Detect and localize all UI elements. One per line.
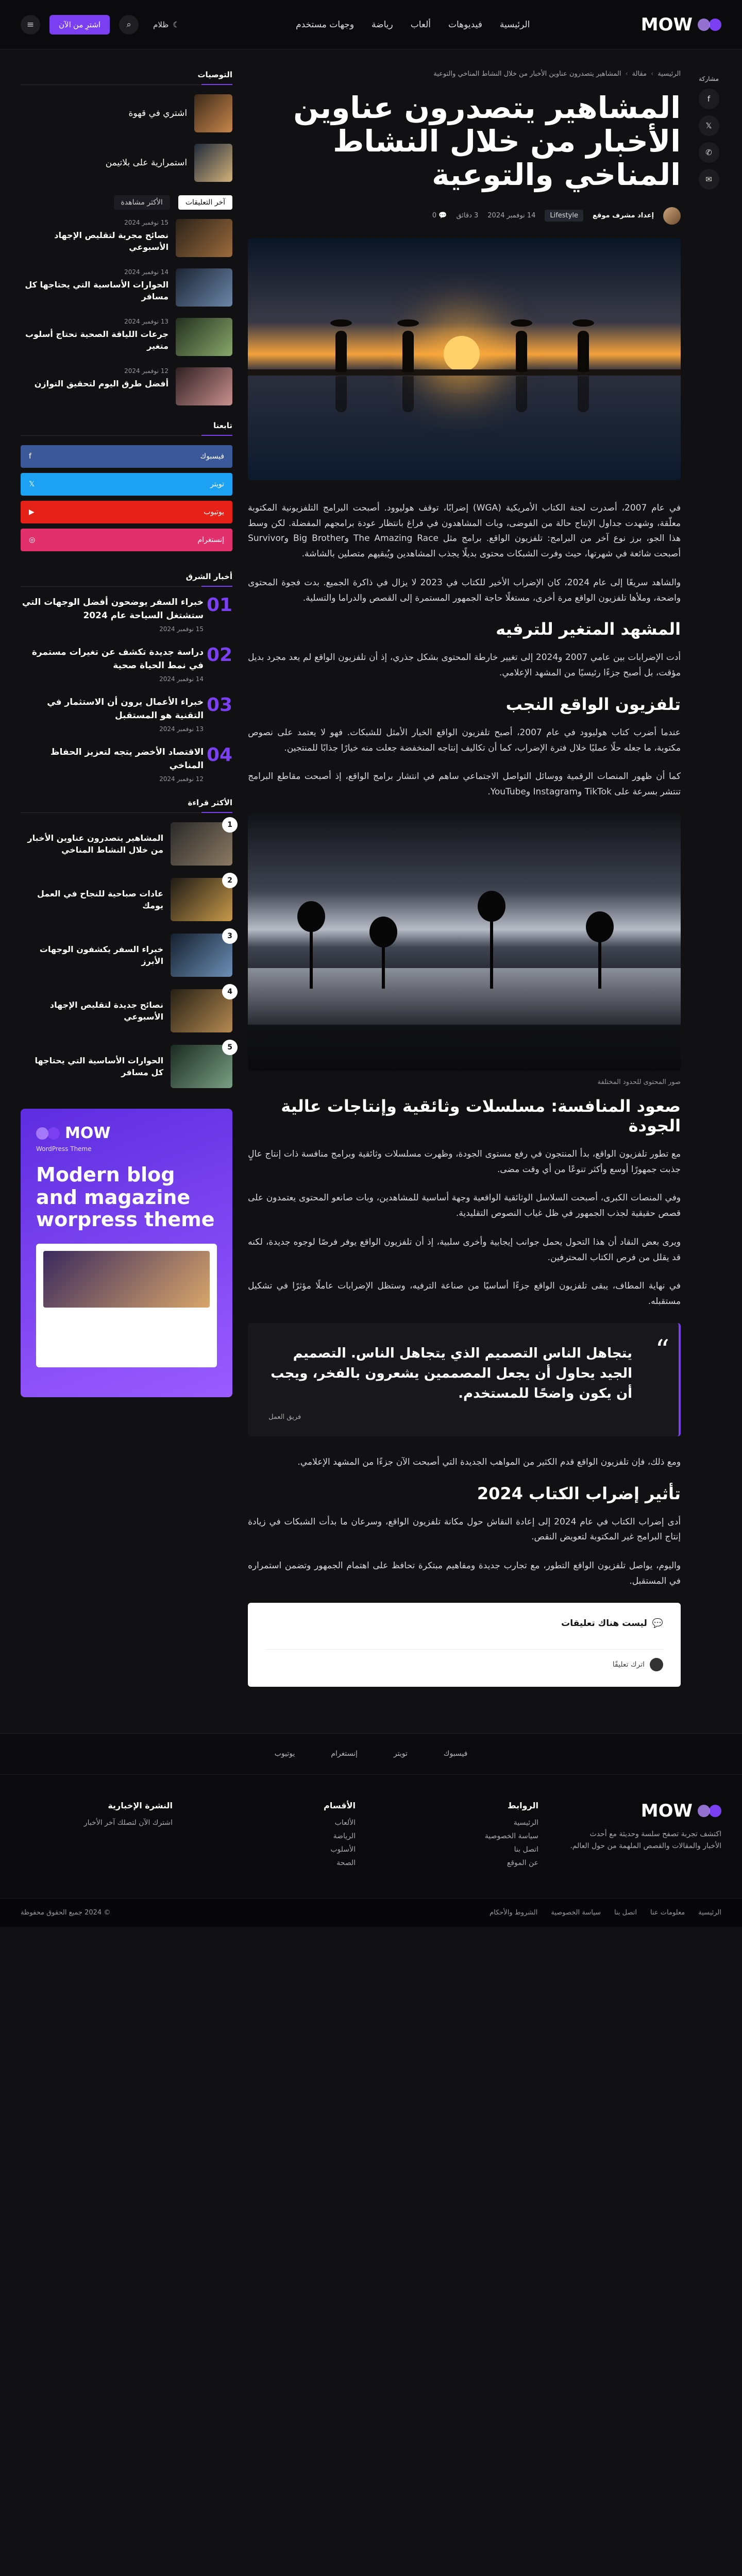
blockquote bbox=[248, 1323, 681, 1436]
bottom-link[interactable]: الرئيسية bbox=[698, 1908, 721, 1917]
buy-now-button[interactable]: اشترِ من الآن bbox=[49, 15, 110, 35]
article-paragraph: أدت الإضرابات بين عامي 2007 و2024 إلى تغيير خارطة المحتوى بشكل جذري، إذ أن تلفزيون الواقع لم يعد مجرد بديل مؤقت، بل أصبح جزءًا رئيسيًا من المشهد الإعلامي. bbox=[248, 652, 681, 679]
image-caption: صور المحتوى للحدود المختلفة bbox=[597, 1078, 681, 1086]
post-title: أفضل طرق اليوم لتحقيق التوازن bbox=[34, 379, 169, 388]
share-twitter-button[interactable] bbox=[699, 115, 719, 136]
featured-item[interactable] bbox=[21, 94, 232, 132]
twitter-icon: 𝕏 bbox=[29, 480, 35, 488]
tree-silhouette bbox=[310, 927, 313, 989]
social-label: يوتيوب bbox=[204, 508, 225, 516]
twitter-icon: 𝕏 bbox=[705, 121, 712, 130]
article-main bbox=[248, 70, 681, 1723]
list-item[interactable] bbox=[21, 878, 232, 921]
article-paragraph: عندما أضرب كتاب هوليوود في عام 2007، أصبح تلفزيون الواقع الخيار الأمثل للشبكات. فهو لا يعتمد على نصوص مكتوبة، ما جعله حلًا عمليًا خلال فترة الإضراب، كما أن تكاليف إنتاجه المنخفضة جعلت منه خيارًا جذابًا للمنتجين. bbox=[248, 727, 681, 753]
sidebar bbox=[21, 70, 232, 1723]
footer-link[interactable]: الألعاب bbox=[334, 1818, 356, 1827]
article-paragraph: واليوم، يواصل تلفزيون الواقع التطور، مع تجارب جديدة ومفاهيم مبتكرة تحافظ على اهتمام الجمهور وتضمن استمراره في المستقبل. bbox=[248, 1561, 681, 1586]
featured-title: استمرارية على بلاتيمن bbox=[105, 157, 188, 168]
breadcrumb-current: المشاهير يتصدرون عناوين الأخبار من خلال النشاط المناخي والتوعية bbox=[433, 70, 621, 78]
logo-text: MOW bbox=[640, 14, 693, 35]
bottom-link[interactable]: الشروط والأحكام bbox=[490, 1908, 538, 1917]
list-item[interactable] bbox=[21, 989, 232, 1032]
article-paragraph: كما أن ظهور المنصات الرقمية ووسائل التواصل الاجتماعي ساهم في انتشار برامج الواقع، إذ أصبحت مقاطع البرامج تنتشر بسرعة على TikTok وInstagram وYouTube. bbox=[248, 771, 681, 798]
footer-logo[interactable] bbox=[569, 1801, 721, 1821]
promo-headline: Modern blog and magazine worpress theme bbox=[36, 1163, 215, 1231]
list-item[interactable] bbox=[21, 219, 232, 257]
publish-date: 14 نوفمبر 2024 bbox=[487, 212, 536, 220]
figure-reflection bbox=[402, 376, 414, 412]
item-title: المشاهير يتصدرون عناوين الأخبار من خلال النشاط المناخي bbox=[27, 833, 164, 855]
theme-promo-banner[interactable] bbox=[21, 1109, 232, 1397]
list-item[interactable] bbox=[21, 934, 232, 977]
post-title: نصائح مجربة لتقليص الإجهاد الأسبوعي bbox=[54, 230, 169, 252]
hamburger-icon: ≡ bbox=[26, 19, 35, 30]
social-instagram-link[interactable] bbox=[21, 529, 232, 551]
footer-link[interactable]: اتصل بنا bbox=[514, 1845, 538, 1854]
post-date: 12 نوفمبر 2024 bbox=[124, 367, 169, 375]
post-title: الحوارات الأساسية التي يحتاجها كل مسافر bbox=[25, 280, 169, 302]
item-number: 02 bbox=[206, 645, 233, 666]
figure-reflection bbox=[578, 376, 589, 412]
figure-silhouette bbox=[516, 331, 527, 372]
sidebar-tabs bbox=[21, 195, 232, 210]
item-thumbnail bbox=[171, 878, 232, 921]
section-heading: تلفزيون الواقع النجب bbox=[505, 694, 681, 714]
list-item[interactable] bbox=[21, 367, 232, 405]
share-facebook-button[interactable] bbox=[699, 89, 719, 109]
footer-link[interactable]: الأسلوب bbox=[330, 1845, 356, 1854]
share-whatsapp-button[interactable] bbox=[699, 142, 719, 163]
list-item[interactable] bbox=[21, 696, 232, 733]
footer-column bbox=[204, 1801, 356, 1872]
promo-screenshot bbox=[36, 1244, 217, 1367]
article-paragraph: ويرى بعض النقاد أن هذا التحول يحمل جوانب إيجابية وأخرى سلبية، إذ أن تلفزيون الواقع يوفر فرصًا لوجوه جديدة، لكنه قد يقلل من فرص الكتاب المحترفين. bbox=[248, 1236, 681, 1263]
comment-form-prompt[interactable] bbox=[265, 1649, 663, 1671]
footer-column-title: الروابط bbox=[507, 1800, 538, 1810]
breadcrumb-separator: › bbox=[625, 70, 628, 78]
dark-widget-title: الأكثر قراءة bbox=[21, 798, 232, 813]
item-thumbnail bbox=[171, 989, 232, 1032]
footer-column-title: النشرة الإخبارية bbox=[108, 1800, 173, 1810]
comments-heading bbox=[265, 1618, 663, 1629]
nav-item-home[interactable]: الرئيسية bbox=[499, 19, 530, 30]
item-rank: 5 bbox=[222, 1040, 238, 1055]
comment-icon: 💬 bbox=[439, 212, 447, 220]
list-item[interactable] bbox=[21, 268, 232, 307]
logo-mark-icon bbox=[698, 16, 721, 33]
bottom-link[interactable]: اتصل بنا bbox=[614, 1908, 637, 1917]
article-paragraph: أدى إضراب الكتاب في عام 2024 إلى إعادة النقاش حول مكانة تلفزيون الواقع، وسرعان ما بدأت الشبكات في زيادة إنتاج البرامج غير المكتوبة لتعويض النقص. bbox=[248, 1516, 681, 1543]
item-date: 14 نوفمبر 2024 bbox=[159, 675, 204, 683]
item-rank: 1 bbox=[222, 817, 238, 833]
nav-item-user-pages[interactable]: وجهات مستخدم bbox=[296, 19, 355, 30]
bottom-bar bbox=[0, 1898, 742, 1927]
nav-item-videos[interactable]: فيديوهات bbox=[448, 19, 482, 30]
item-title: خبراء السفر يكشفون الوجهات الأبرز bbox=[39, 944, 164, 966]
footer-social-facebook[interactable]: فيسبوك bbox=[443, 1750, 468, 1758]
tree-silhouette bbox=[598, 937, 601, 989]
nav-item-games[interactable]: ألعاب bbox=[410, 19, 431, 30]
featured-title: اشتري في قهوة bbox=[128, 108, 188, 118]
figure-silhouette bbox=[578, 331, 589, 372]
article-image-lake bbox=[248, 814, 681, 1071]
footer-social-youtube[interactable]: يوتيوب bbox=[274, 1750, 295, 1758]
section-heading: تأثير إضراب الكتاب 2024 bbox=[477, 1483, 681, 1503]
social-label: إنستغرام bbox=[197, 536, 225, 544]
comments-title: ليست هناك تعليقات bbox=[561, 1618, 647, 1629]
read-time: 3 دقائق bbox=[456, 212, 479, 220]
item-title: الحوارات الأساسية التي يحتاجها كل مسافر bbox=[35, 1055, 164, 1077]
figure-silhouette bbox=[402, 331, 414, 372]
item-date: 13 نوفمبر 2024 bbox=[159, 725, 204, 733]
item-thumbnail bbox=[171, 822, 232, 866]
social-label: فيسبوك bbox=[200, 452, 225, 461]
section-heading: صعود المنافسة: مسلسلات وثائقية وإنتاجات عالية الجودة bbox=[281, 1096, 681, 1136]
item-title: خبراء الأعمال يرون أن الاستثمار في التقنية هو المستقبل bbox=[47, 697, 204, 721]
category-badge[interactable]: Lifestyle bbox=[545, 210, 583, 222]
header-actions bbox=[21, 15, 185, 35]
comment-prompt-text: اترك تعليقًا bbox=[612, 1660, 645, 1669]
search-button[interactable] bbox=[119, 15, 139, 35]
mail-icon: ✉ bbox=[705, 175, 712, 184]
comment-count-value: 0 bbox=[432, 212, 437, 220]
search-icon: ⌕ bbox=[126, 19, 131, 30]
tab-popular[interactable]: الأكثر مشاهدة bbox=[114, 195, 170, 210]
item-date: 12 نوفمبر 2024 bbox=[159, 775, 204, 783]
instagram-icon: ◎ bbox=[29, 536, 36, 544]
promo-logo-text: MOW bbox=[65, 1124, 111, 1142]
footer-column bbox=[386, 1801, 538, 1872]
footer-link[interactable]: سياسة الخصوصية bbox=[484, 1832, 538, 1840]
tab-recent[interactable]: آخر التعليقات bbox=[178, 195, 232, 210]
hero-image bbox=[248, 238, 681, 480]
list-item[interactable] bbox=[21, 746, 232, 783]
footer-about-text: اكتشف تجربة تصفح سلسة وحديثة مع أحدث الأخبار والمقالات والقصص الملهمة من حول العالم. bbox=[570, 1829, 721, 1851]
quote-text: يتجاهل الناس التصميم الذي يتجاهل الناس. التصميم الجيد يحاول أن يجعل المصممين يشعرون بالفخر، ويجب أن يكون واضحًا للمستخدم. bbox=[271, 1345, 633, 1401]
list-item[interactable] bbox=[21, 596, 232, 633]
nav-item-sports[interactable]: رياضة bbox=[372, 19, 393, 30]
facebook-icon: f bbox=[29, 452, 31, 461]
dark-mode-label: ظلام bbox=[153, 20, 169, 29]
whatsapp-icon: ✆ bbox=[705, 148, 712, 157]
tree-silhouette bbox=[490, 917, 493, 989]
post-date: 14 نوفمبر 2024 bbox=[124, 268, 169, 276]
author-avatar[interactable] bbox=[663, 207, 681, 225]
post-date: 15 نوفمبر 2024 bbox=[124, 219, 169, 226]
share-email-button[interactable] bbox=[699, 169, 719, 190]
list-item[interactable] bbox=[21, 822, 232, 866]
item-number: 03 bbox=[206, 694, 233, 716]
site-logo[interactable] bbox=[641, 14, 721, 35]
site-footer bbox=[0, 1774, 742, 1898]
item-number: 04 bbox=[206, 744, 233, 766]
facebook-icon: f bbox=[707, 94, 711, 104]
item-rank: 4 bbox=[222, 984, 238, 999]
bottom-link[interactable]: سياسة الخصوصية bbox=[551, 1908, 601, 1917]
social-youtube-link[interactable] bbox=[21, 501, 232, 523]
footer-link[interactable]: عن الموقع bbox=[507, 1858, 538, 1867]
footer-link[interactable]: الصحة bbox=[336, 1858, 356, 1867]
item-date: 15 نوفمبر 2024 bbox=[159, 625, 204, 633]
article-paragraph: مع تطور تلفزيون الواقع، بدأ المنتجون في رفع مستوى الجودة، وظهرت مسلسلات وثائقية وبرامج منافسة ذات إنتاج عالٍ جذبت جمهورًا أوسع وأكثر تنوعًا من أي وقت مضى. bbox=[248, 1148, 681, 1175]
numbered-widget-title: أخبار الشرق bbox=[21, 572, 232, 587]
footer-column bbox=[21, 1801, 173, 1872]
comments-section bbox=[248, 1603, 681, 1687]
article-paragraph: ومع ذلك، فإن تلفزيون الواقع قدم الكثير من المواهب الجديدة التي أصبحت الآن جزءًا من المشهد الإعلامي. bbox=[297, 1456, 681, 1467]
social-links bbox=[21, 445, 232, 551]
shoreline bbox=[248, 369, 681, 376]
figure-reflection bbox=[335, 376, 347, 412]
footer-social-bar bbox=[0, 1733, 742, 1774]
figure-reflection bbox=[516, 376, 527, 412]
article-paragraph: وفي المنصات الكبرى، أصبحت السلاسل الوثائقية الواقعية وجهة أساسية للمشاهدين، وبات صانعو المحتوى يعتمدون على قصص حقيقية لجذب الجمهور في ظل غياب النصوص التقليدية. bbox=[248, 1193, 681, 1219]
main-nav bbox=[296, 20, 530, 30]
logo-mark-icon bbox=[36, 1125, 60, 1142]
featured-thumbnail bbox=[194, 94, 232, 132]
item-thumbnail bbox=[171, 934, 232, 977]
list-item[interactable] bbox=[21, 646, 232, 683]
footer-logo-text: MOW bbox=[640, 1800, 693, 1821]
article-paragraph: والشاهد سريعًا إلى عام 2024، كان الإضراب الأخير للكتاب في 2023 لا يزال في ذاكرة الجميع. بدت فجوة المحتوى واضحة، وملأها تلفزيون الواقع مرة أخرى، مستغلًا حاجة الجمهور المستمرة إلى القصص والدراما والتسلية. bbox=[248, 577, 681, 603]
item-number: 01 bbox=[206, 595, 233, 616]
promo-logo bbox=[36, 1124, 217, 1142]
article-title: المشاهير يتصدرون عناوين الأخبار من خلال النشاط المناخي والتوعية bbox=[293, 90, 681, 192]
footer-link[interactable]: الرئيسية bbox=[513, 1818, 538, 1827]
featured-widget-title: التوصيات bbox=[21, 70, 232, 85]
moon-icon: ☾ bbox=[173, 20, 180, 29]
article-paragraph: في عام 2007، أصدرت لجنة الكتاب الأمريكية (WGA) إضرابًا، توقف هوليوود. أصبحت البرامج التلفزيونية المكتوبة معلّقة، وشهدت جداول الإنتاج حالة من الفوضى، وبات المشاهدون في فراغ بانتظار عودة برامجهم المفضلة. لكن وسط هذا الجو، برز نوع آخر من البرامج: تلفزيون الواقع. برامج مثل The Amazing Race وBig Brother وSurvivor أصبحت شائعة في شهرتها، حيث وفرت الشبكات محتوى بديلًا يجذب المشاهدين ويُبقيهم متصلين بالشاشة. bbox=[248, 502, 681, 560]
featured-thumbnail bbox=[194, 144, 232, 182]
newsletter-text: اشترك الآن لتصلك آخر الأخبار bbox=[83, 1818, 173, 1827]
item-rank: 2 bbox=[222, 873, 238, 888]
content-wrapper bbox=[0, 49, 742, 1723]
logo-mark-icon bbox=[698, 1803, 721, 1819]
promo-subtitle: WordPress Theme bbox=[36, 1145, 92, 1153]
youtube-icon: ▶ bbox=[29, 508, 35, 516]
footer-about bbox=[569, 1801, 721, 1872]
post-title: جرعات اللياقة الصحية تحتاج أسلوب متغير bbox=[25, 329, 169, 351]
list-item[interactable] bbox=[21, 318, 232, 356]
bottom-link[interactable]: معلومات عنا bbox=[650, 1908, 685, 1917]
bottom-links bbox=[490, 1909, 721, 1917]
article-meta bbox=[248, 207, 681, 225]
post-date: 13 نوفمبر 2024 bbox=[124, 318, 169, 325]
top-header bbox=[0, 0, 742, 49]
footer-column-title: الأقسام bbox=[324, 1800, 356, 1810]
breadcrumb bbox=[248, 70, 681, 78]
figure-silhouette bbox=[335, 331, 347, 372]
lake-water bbox=[248, 968, 681, 1025]
social-label: تويتر bbox=[210, 480, 225, 488]
social-twitter-link[interactable] bbox=[21, 473, 232, 496]
item-thumbnail bbox=[171, 1045, 232, 1088]
post-thumbnail bbox=[176, 268, 232, 307]
tree-silhouette bbox=[382, 942, 385, 989]
item-title: الاقتصاد الأخضر يتجه لتعزيز الحفاظ المناخي bbox=[50, 747, 204, 771]
quote-author: فريق العمل bbox=[268, 1413, 301, 1421]
item-title: عادات صباحية للنجاح في العمل يومك bbox=[37, 888, 164, 910]
dark-list bbox=[21, 822, 232, 1088]
dark-mode-toggle[interactable] bbox=[148, 20, 185, 29]
list-item[interactable] bbox=[21, 1045, 232, 1088]
item-rank: 3 bbox=[222, 928, 238, 944]
quote-icon: “ bbox=[655, 1333, 670, 1366]
social-widget-title: تابعنا bbox=[21, 421, 232, 436]
sunset-sun bbox=[444, 336, 480, 372]
post-thumbnail bbox=[176, 318, 232, 356]
numbered-list bbox=[21, 596, 232, 783]
breadcrumb-home[interactable]: الرئيسية bbox=[657, 70, 681, 78]
post-thumbnail bbox=[176, 367, 232, 405]
item-title: خبراء السفر يوضحون أفضل الوجهات التي ستشتغل السياحة عام 2024 bbox=[22, 597, 204, 621]
footer-link[interactable]: الرياضة bbox=[333, 1832, 356, 1840]
comment-count bbox=[432, 212, 447, 219]
breadcrumb-article[interactable]: مقالة bbox=[632, 70, 647, 78]
footer-social-instagram[interactable]: إنستغرام bbox=[331, 1750, 358, 1758]
author-name[interactable]: إعداد مشرف موقع bbox=[592, 212, 654, 220]
copyright: © 2024 جميع الحقوق محفوظة bbox=[21, 1908, 111, 1917]
article-paragraph: في نهاية المطاف، يبقى تلفزيون الواقع جزءًا أساسيًا من صناعة الترفيه، وستظل الإضرابات عاملًا مؤثرًا في تشكيل مستقبله. bbox=[248, 1281, 681, 1307]
commenter-avatar bbox=[650, 1658, 663, 1671]
social-facebook-link[interactable] bbox=[21, 445, 232, 468]
footer-social-twitter[interactable]: تويتر bbox=[393, 1750, 408, 1758]
post-thumbnail bbox=[176, 219, 232, 257]
section-heading: المشهد المتغير للترفيه bbox=[496, 619, 681, 639]
featured-item[interactable] bbox=[21, 144, 232, 182]
item-title: دراسة جديدة تكشف عن تغيرات مستمرة في نمط الحياة صحية bbox=[31, 647, 204, 671]
share-rail bbox=[696, 70, 721, 1723]
share-label: مشاركة bbox=[699, 75, 719, 82]
breadcrumb-separator: › bbox=[651, 70, 654, 78]
menu-button[interactable] bbox=[21, 15, 40, 35]
comment-bubble-icon: 💬 bbox=[652, 1618, 664, 1629]
item-title: نصائح جديدة لتقليص الإجهاد الأسبوعي bbox=[49, 999, 164, 1022]
